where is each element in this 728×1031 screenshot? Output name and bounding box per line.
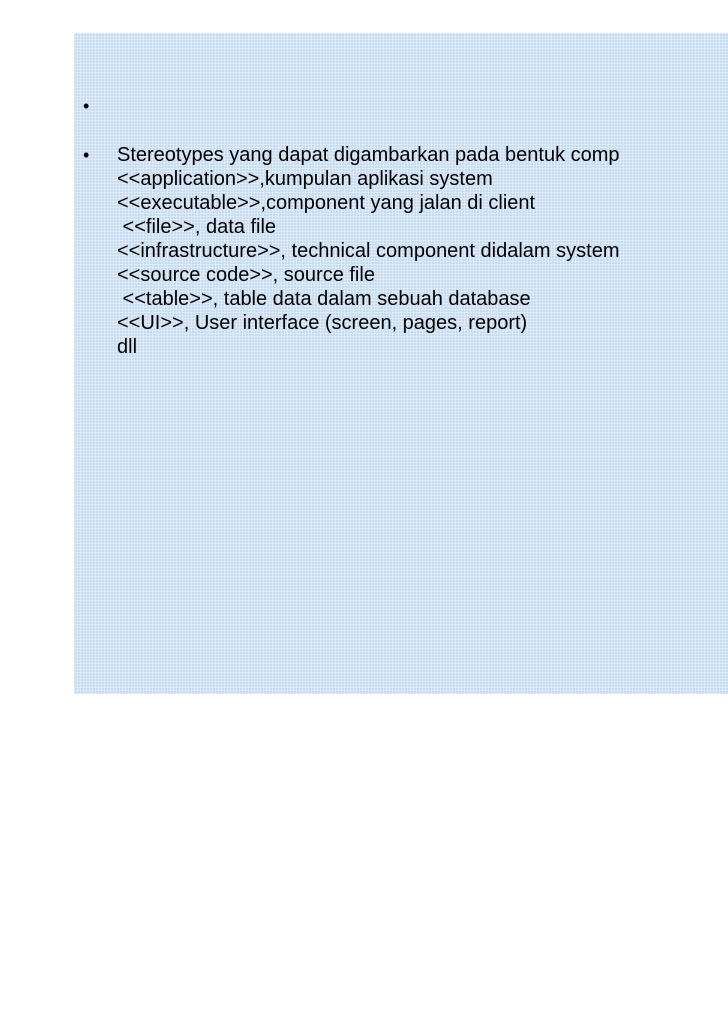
bullet-icon: •	[83, 96, 90, 116]
stereotype-line-infrastructure: <<infrastructure>>, technical component didalam system	[117, 240, 620, 262]
slide-content-area	[74, 33, 728, 694]
stereotype-line-file: <<file>>, data file	[117, 216, 277, 238]
bullet-text: Stereotypes yang dapat digambarkan pada bentuk comp	[117, 144, 620, 166]
stereotype-line-source-code: <<source code>>, source file	[117, 264, 375, 286]
stereotype-line-ui: <<UI>>, User interface (screen, pages, report)	[117, 312, 528, 334]
stereotype-line-dll: dll	[117, 336, 138, 358]
stereotype-line-application: <<application>>,kumpulan aplikasi system	[117, 168, 493, 190]
stereotype-line-table: <<table>>, table data dalam sebuah database	[117, 288, 531, 310]
stereotype-line-executable: <<executable>>,component yang jalan di client	[117, 192, 536, 214]
bullet-icon: •	[83, 145, 90, 165]
